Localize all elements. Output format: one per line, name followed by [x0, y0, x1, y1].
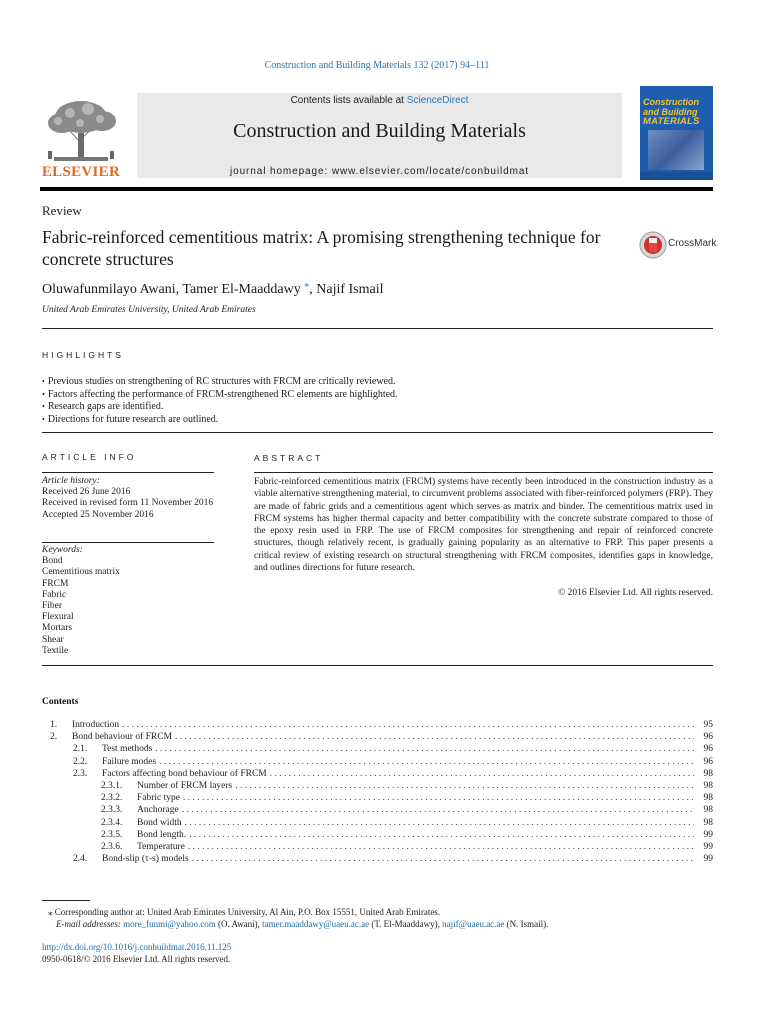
author-list	[42, 282, 384, 298]
toc-title: Anchorage	[137, 805, 179, 816]
toc-entry[interactable]	[42, 841, 713, 853]
toc-page: 98	[703, 817, 713, 828]
toc-title: Bond width	[137, 817, 182, 828]
keyword: Fiber	[42, 601, 63, 612]
toc-leader	[183, 792, 694, 804]
footnote-line-1	[48, 906, 713, 918]
keywords-label: Keywords:	[42, 545, 83, 555]
highlights-heading: HIGHLIGHTS	[42, 350, 124, 360]
issn-line: 0950-0618/© 2016 Elsevier Ltd. All rights reserved.	[42, 954, 231, 964]
sciencedirect-link[interactable]: ScienceDirect	[406, 95, 469, 106]
abstract-heading: ABSTRACT	[254, 453, 324, 463]
toc-number: 2.3.2.	[101, 793, 123, 804]
toc-number: 2.3.1.	[101, 780, 123, 791]
toc-leader	[175, 731, 694, 743]
history-received: Received 26 June 2016	[42, 487, 131, 498]
toc-number: 2.3.3.	[101, 805, 123, 816]
toc-page: 98	[703, 793, 713, 804]
authors-last: , Najif Ismail	[309, 282, 384, 297]
cover-footer	[640, 172, 713, 180]
toc-entry[interactable]	[42, 829, 713, 841]
corresponding-footnote	[48, 906, 713, 930]
cover-line-3: MATERIALS	[643, 116, 700, 127]
toc-entry[interactable]	[42, 792, 713, 804]
corresponding-author-marker[interactable]: *	[304, 282, 310, 293]
keyword: Textile	[42, 645, 69, 656]
footnote-rule	[42, 900, 90, 901]
cover-photo	[648, 130, 704, 170]
toc-leader	[192, 853, 694, 865]
toc-leader	[155, 743, 694, 755]
keyword: Bond	[42, 556, 63, 567]
cover-line-2: and Building	[643, 107, 698, 117]
email-owner: (T. El-Maaddawy),	[369, 919, 443, 929]
email-link-ismail[interactable]: najif@uaeu.ac.ae	[442, 919, 505, 929]
toc-number: 2.3.5.	[101, 829, 123, 840]
toc-page: 95	[703, 720, 713, 730]
cover-title	[643, 97, 711, 127]
highlights-list	[42, 376, 712, 426]
toc-leader	[182, 804, 694, 816]
toc-entry[interactable]	[42, 719, 713, 731]
toc-entry[interactable]	[42, 768, 713, 780]
doi-link[interactable]: http://dx.doi.org/10.1016/j.conbuildmat.2016.11.125	[42, 942, 232, 952]
toc-title: Bond length.	[137, 829, 187, 840]
abstract-copyright: © 2016 Elsevier Ltd. All rights reserved.	[558, 588, 713, 598]
toc-entry[interactable]	[42, 804, 713, 816]
toc-page: 99	[703, 841, 713, 852]
toc-entry[interactable]	[42, 780, 713, 792]
highlight-item: • Directions for future research are outlined.	[42, 414, 712, 427]
toc-leader	[189, 829, 694, 841]
contents-available-line	[137, 95, 622, 106]
toc-entry[interactable]	[42, 731, 713, 743]
toc-title: Factors affecting bond behaviour of FRCM	[102, 768, 267, 779]
toc-leader	[185, 817, 694, 829]
toc-number: 2.1.	[73, 744, 88, 755]
email-owner: (N. Ismail).	[504, 919, 549, 929]
toc-leader	[235, 780, 694, 792]
journal-homepage[interactable]: journal homepage: www.elsevier.com/locate/conbuildmat	[230, 166, 529, 177]
keyword: Cementitious matrix	[42, 567, 120, 578]
toc-title: Failure modes	[102, 756, 157, 767]
toc-number: 2.4.	[73, 854, 88, 865]
toc-entry[interactable]	[42, 756, 713, 768]
toc-page: 96	[703, 732, 713, 743]
journal-citation[interactable]: Construction and Building Materials 132 (2017) 94–111	[264, 60, 490, 71]
cover-line-1: Construction	[643, 97, 699, 107]
toc-title: Number of FRCM layers	[137, 780, 233, 791]
crossmark-label[interactable]: CrossMark	[668, 238, 717, 249]
contents-heading: Contents	[42, 697, 79, 707]
contents-prefix: Contents lists available at	[290, 95, 407, 106]
keyword: Fabric	[42, 589, 67, 600]
journal-title: Construction and Building Materials	[233, 120, 526, 142]
divider	[254, 472, 713, 473]
toc-number: 2.3.4.	[101, 817, 123, 828]
elsevier-wordmark: ELSEVIER	[41, 164, 121, 180]
keywords	[42, 545, 217, 657]
email-owner: (O. Awani),	[215, 919, 263, 929]
divider	[42, 542, 214, 543]
toc-page: 98	[703, 768, 713, 779]
article-info-heading: ARTICLE INFO	[42, 452, 137, 462]
toc-page: 98	[703, 780, 713, 791]
toc-entry[interactable]	[42, 743, 713, 755]
toc-title: Temperature	[137, 841, 185, 852]
article-type: Review	[42, 203, 82, 218]
article-title: Fabric-reinforced cementitious matrix: A promising strengthening technique for concrete structures	[42, 227, 601, 269]
doi-block	[42, 941, 231, 965]
toc-leader	[122, 719, 694, 731]
affiliation: United Arab Emirates University, United Arab Emirates	[42, 305, 256, 315]
toc-entry[interactable]	[42, 853, 713, 865]
keyword: Flexural	[42, 612, 74, 623]
toc-title: Bond behaviour of FRCM	[72, 732, 173, 743]
toc-number: 2.	[50, 732, 58, 743]
highlight-item: • Research gaps are identified.	[42, 401, 712, 414]
footnote-star: ⁎	[48, 907, 53, 917]
header-divider	[40, 187, 713, 191]
toc-entry[interactable]	[42, 817, 713, 829]
highlight-item: • Factors affecting the performance of FRCM-strengthened RC elements are highlighted.	[42, 389, 712, 402]
authors-first: Oluwafunmilayo Awani, Tamer El-Maaddawy	[42, 282, 305, 297]
history-accepted: Accepted 25 November 2016	[42, 509, 154, 520]
toc-leader	[270, 768, 694, 780]
toc-number: 2.3.6.	[101, 841, 123, 852]
footnote-line-2	[48, 918, 713, 930]
table-of-contents	[42, 719, 713, 865]
toc-title: Test methods	[102, 744, 153, 755]
toc-page: 98	[703, 805, 713, 816]
toc-page: 99	[703, 829, 713, 840]
divider	[42, 472, 214, 473]
toc-title: Fabric type	[137, 793, 181, 804]
toc-number: 1.	[50, 720, 58, 730]
keyword: FRCM	[42, 578, 69, 589]
abstract-text: Fabric-reinforced cementitious matrix (FRCM) systems have recently been introduced in the construction industry as a viable alternative strengthening material, to circumvent problems associated with fiber-reinforced polymers (FRP). They are made of fabric grids and a cementitious agent which serves as matrix and binder. The cementitious matrix used in FRCM systems has higher thermal capacity and better compatibility with the concrete substrate compared to those of the epoxy resin used in FRP. The use of FRCM composites for strengthening and repair of reinforced concrete structures, though relatively recent, is gradually gaining popularity as an alternative to FRP. This paper presents a critical review of existing research on structural strengthening with FRCM composites, identifies gaps in knowledge, and outlines directions for future research.	[254, 477, 713, 574]
footnote-corresponding: Corresponding author at: United Arab Emirates University, Al Ain, P.O. Box 15551, United Arab Emirates.	[52, 907, 441, 917]
toc-leader	[159, 756, 694, 768]
toc-number: 2.3.	[73, 768, 88, 779]
toc-leader	[188, 841, 694, 853]
toc-title: Introduction	[72, 720, 119, 730]
toc-page: 96	[703, 756, 713, 767]
email-label: E-mail addresses:	[56, 919, 121, 929]
email-link-awani[interactable]: more_funmi@yahoo.com	[123, 919, 216, 929]
keyword: Mortars	[42, 623, 73, 634]
divider	[42, 665, 713, 666]
toc-title: Bond-slip (τ-s) models	[102, 854, 189, 865]
article-history	[42, 476, 217, 521]
divider	[42, 432, 713, 433]
toc-page: 96	[703, 744, 713, 755]
history-label: Article history:	[42, 476, 100, 486]
toc-page: 99	[703, 854, 713, 865]
divider	[42, 328, 713, 329]
journal-cover-image	[640, 86, 713, 180]
email-link-el-maaddawy[interactable]: tamer.maaddawy@uaeu.ac.ae	[262, 919, 370, 929]
keyword: Shear	[42, 634, 64, 645]
history-revised: Received in revised form 11 November 2016	[42, 498, 214, 509]
highlight-item: • Previous studies on strengthening of RC structures with FRCM are critically reviewed.	[42, 376, 712, 389]
toc-number: 2.2.	[73, 756, 88, 767]
